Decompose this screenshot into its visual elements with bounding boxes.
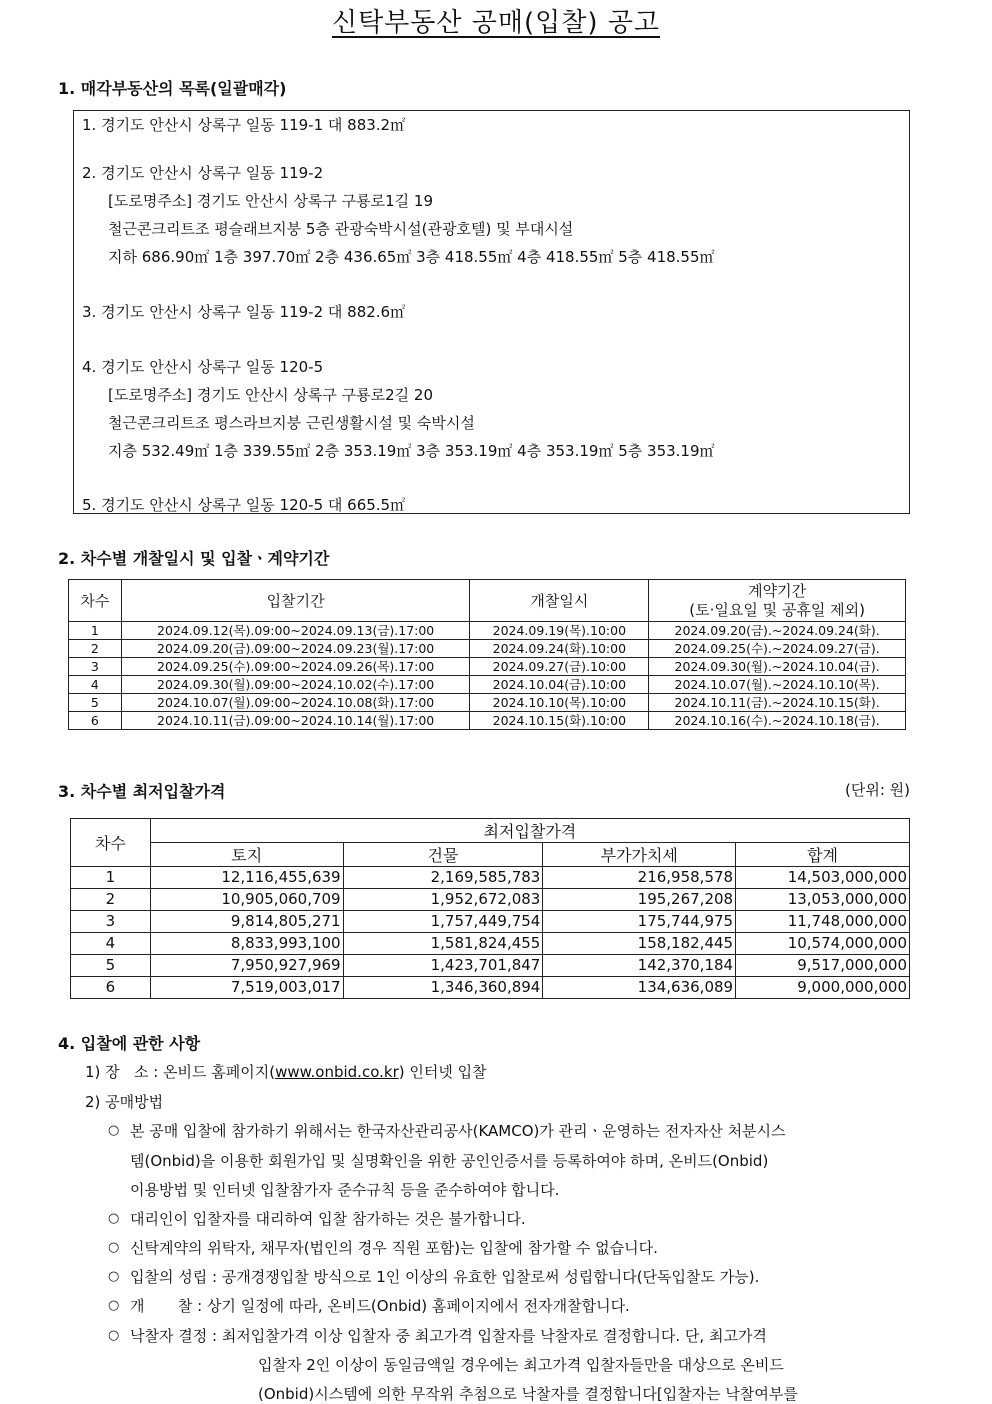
page-title: 신탁부동산 공매(입찰) 공고 [331,8,661,38]
price-cell-total: 13,053,000,000 [736,889,910,911]
price-cell-total: 11,748,000,000 [736,911,910,933]
bullet-circle-icon: ○ [108,1240,120,1255]
property-line: 2. 경기도 안산시 상록구 일동 119-2 [82,164,324,182]
price-cell-building: 1,346,360,894 [343,977,543,999]
price-cell-round: 1 [71,867,151,889]
schedule-cell-round: 4 [69,676,122,694]
schedule-cell-bid: 2024.09.12(목).09:00~2024.09.13(금).17:00 [121,622,470,640]
price-cell-vat: 195,267,208 [543,889,736,911]
property-line: 철근콘크리트조 평슬래브지붕 5층 관광숙박시설(관광호텔) 및 부대시설 [108,220,574,238]
price-header-vat: 부가가치세 [543,843,736,867]
schedule-cell-contract: 2024.10.07(월).~2024.10.10(목). [649,676,906,694]
price-cell-building: 2,169,585,783 [343,867,543,889]
bullet-6-line: 입찰자 2인 이상이 동일금액일 경우에는 최고가격 입찰자들만을 대상으로 온비드 [258,1356,784,1374]
property-line: 1. 경기도 안산시 상록구 일동 119-1 대 883.2㎡ [82,116,406,134]
section-1-heading: 1. 매각부동산의 목록(일괄매각) [58,79,287,98]
property-line: 5. 경기도 안산시 상록구 일동 120-5 대 665.5㎡ [82,496,406,514]
bullet-1-line: 템(Onbid)을 이용한 회원가입 및 실명확인을 위한 공인인증서를 등록하여야 하며, 온비드(Onbid) [130,1152,769,1170]
price-cell-building: 1,952,672,083 [343,889,543,911]
bullet-circle-icon: ○ [108,1328,120,1343]
price-header-total: 합계 [736,843,910,867]
price-row [71,867,910,889]
price-cell-total: 9,517,000,000 [736,955,910,977]
schedule-table [68,579,906,730]
schedule-cell-bid: 2024.10.07(월).09:00~2024.10.08(화).17:00 [121,694,470,712]
section-3-heading: 3. 차수별 최저입찰가격 [58,782,226,801]
price-cell-building: 1,423,701,847 [343,955,543,977]
schedule-cell-round: 1 [69,622,122,640]
schedule-cell-bid: 2024.10.11(금).09:00~2024.10.14(월).17:00 [121,712,470,730]
price-cell-land: 9,814,805,271 [150,911,343,933]
price-table [70,818,910,999]
price-row [71,911,910,933]
schedule-header-round: 차수 [69,580,122,622]
property-line: 지층 532.49㎡ 1층 339.55㎡ 2층 353.19㎡ 3층 353.19㎡ 4층 353.19㎡ 5층 353.19㎡ [108,442,715,460]
schedule-cell-round: 5 [69,694,122,712]
property-line: 4. 경기도 안산시 상록구 일동 120-5 [82,358,324,376]
price-cell-total: 10,574,000,000 [736,933,910,955]
price-cell-vat: 134,636,089 [543,977,736,999]
price-cell-total: 14,503,000,000 [736,867,910,889]
price-cell-round: 2 [71,889,151,911]
schedule-header-contract-note: (토·일요일 및 공휴일 제외) [689,600,865,619]
schedule-cell-round: 2 [69,640,122,658]
bullet-6-line: 낙찰자 결정 : 최저입찰가격 이상 입찰자 중 최고가격 입찰자를 낙찰자로 결정합니다. 단, 최고가격 [130,1327,767,1345]
price-row [71,889,910,911]
price-cell-round: 3 [71,911,151,933]
schedule-cell-round: 3 [69,658,122,676]
bid-place-prefix: 1) 장 소 : 온비드 홈페이지( [85,1063,276,1081]
bullet-circle-icon: ○ [108,1269,120,1284]
schedule-cell-bid: 2024.09.25(수).09:00~2024.09.26(목).17:00 [121,658,470,676]
price-cell-land: 7,950,927,969 [150,955,343,977]
schedule-cell-open: 2024.10.10(목).10:00 [470,694,649,712]
bullet-circle-icon: ○ [108,1298,120,1313]
schedule-row [69,622,906,640]
price-header-building: 건물 [343,843,543,867]
bullet-5-line: 개 찰 : 상기 일정에 따라, 온비드(Onbid) 홈페이지에서 전자개찰합니다. [130,1297,630,1315]
schedule-row [69,676,906,694]
price-cell-land: 7,519,003,017 [150,977,343,999]
schedule-row [69,712,906,730]
price-cell-round: 4 [71,933,151,955]
schedule-cell-open: 2024.09.19(목).10:00 [470,622,649,640]
price-header-land: 토지 [150,843,343,867]
schedule-cell-open: 2024.10.15(화).10:00 [470,712,649,730]
property-line: 3. 경기도 안산시 상록구 일동 119-2 대 882.6㎡ [82,303,406,321]
price-row [71,977,910,999]
property-list-box [73,110,910,514]
price-cell-building: 1,757,449,754 [343,911,543,933]
schedule-header-bid: 입찰기간 [121,580,470,622]
bullet-circle-icon: ○ [108,1123,120,1138]
section-2-heading: 2. 차수별 개찰일시 및 입찰ㆍ계약기간 [58,549,330,568]
schedule-cell-bid: 2024.09.20(금).09:00~2024.09.23(월).17:00 [121,640,470,658]
schedule-cell-open: 2024.09.24(화).10:00 [470,640,649,658]
price-header-round: 차수 [71,819,151,867]
schedule-row [69,694,906,712]
section-4-heading: 4. 입찰에 관한 사항 [58,1034,201,1053]
unit-label: (단위: 원) [845,781,910,799]
bullet-circle-icon: ○ [108,1211,120,1226]
schedule-row [69,640,906,658]
bid-place-line [85,1061,487,1082]
price-cell-round: 6 [71,977,151,999]
bullet-4-line: 입찰의 성립 : 공개경쟁입찰 방식으로 1인 이상의 유효한 입찰로써 성립합니다(단독입찰도 가능). [130,1268,760,1286]
price-header-group: 최저입찰가격 [150,819,909,843]
price-row [71,955,910,977]
bullet-3-line: 신탁계약의 위탁자, 채무자(법인의 경우 직원 포함)는 입찰에 참가할 수 없습니다. [130,1239,658,1257]
schedule-cell-open: 2024.09.27(금).10:00 [470,658,649,676]
property-line: [도로명주소] 경기도 안산시 상록구 구룡로2길 20 [108,386,433,404]
bid-place-suffix: ) 인터넷 입찰 [398,1063,487,1081]
schedule-cell-open: 2024.10.04(금).10:00 [470,676,649,694]
price-cell-vat: 158,182,445 [543,933,736,955]
bullet-1-line: 본 공매 입찰에 참가하기 위해서는 한국자산관리공사(KAMCO)가 관리ㆍ운영하는 전자자산 처분시스 [130,1122,786,1140]
schedule-header-contract-label: 계약기간 [748,581,807,600]
bullet-2-line: 대리인이 입찰자를 대리하여 입찰 참가하는 것은 불가합니다. [130,1210,526,1228]
price-row [71,933,910,955]
price-cell-vat: 142,370,184 [543,955,736,977]
property-line: 지하 686.90㎡ 1층 397.70㎡ 2층 436.65㎡ 3층 418.55㎡ 4층 418.55㎡ 5층 418.55㎡ [108,248,715,266]
schedule-cell-round: 6 [69,712,122,730]
schedule-cell-contract: 2024.09.30(월).~2024.10.04(금). [649,658,906,676]
price-cell-land: 10,905,060,709 [150,889,343,911]
schedule-row [69,658,906,676]
price-cell-vat: 175,744,975 [543,911,736,933]
price-cell-round: 5 [71,955,151,977]
bullet-6-line: (Onbid)시스템에 의한 무작위 추첨으로 낙찰자를 결정합니다[입찰자는 낙찰여부를 [258,1385,798,1403]
schedule-cell-contract: 2024.09.25(수).~2024.09.27(금). [649,640,906,658]
bid-method-heading: 2) 공매방법 [85,1093,164,1111]
schedule-header-contract [649,580,906,622]
schedule-cell-bid: 2024.09.30(월).09:00~2024.10.02(수).17:00 [121,676,470,694]
schedule-cell-contract: 2024.10.16(수).~2024.10.18(금). [649,712,906,730]
price-cell-building: 1,581,824,455 [343,933,543,955]
schedule-cell-contract: 2024.09.20(금).~2024.09.24(화). [649,622,906,640]
property-line: 철근콘크리트조 평스라브지붕 근린생활시설 및 숙박시설 [108,414,475,432]
price-cell-land: 8,833,993,100 [150,933,343,955]
price-cell-vat: 216,958,578 [543,867,736,889]
bullet-1-line: 이용방법 및 인터넷 입찰참가자 준수규칙 등을 준수하여야 합니다. [130,1181,560,1199]
schedule-header-open: 개찰일시 [470,580,649,622]
price-cell-land: 12,116,455,639 [150,867,343,889]
price-cell-total: 9,000,000,000 [736,977,910,999]
schedule-cell-contract: 2024.10.11(금).~2024.10.15(화). [649,694,906,712]
onbid-link[interactable]: www.onbid.co.kr [275,1063,399,1081]
property-line: [도로명주소] 경기도 안산시 상록구 구룡로1길 19 [108,192,433,210]
